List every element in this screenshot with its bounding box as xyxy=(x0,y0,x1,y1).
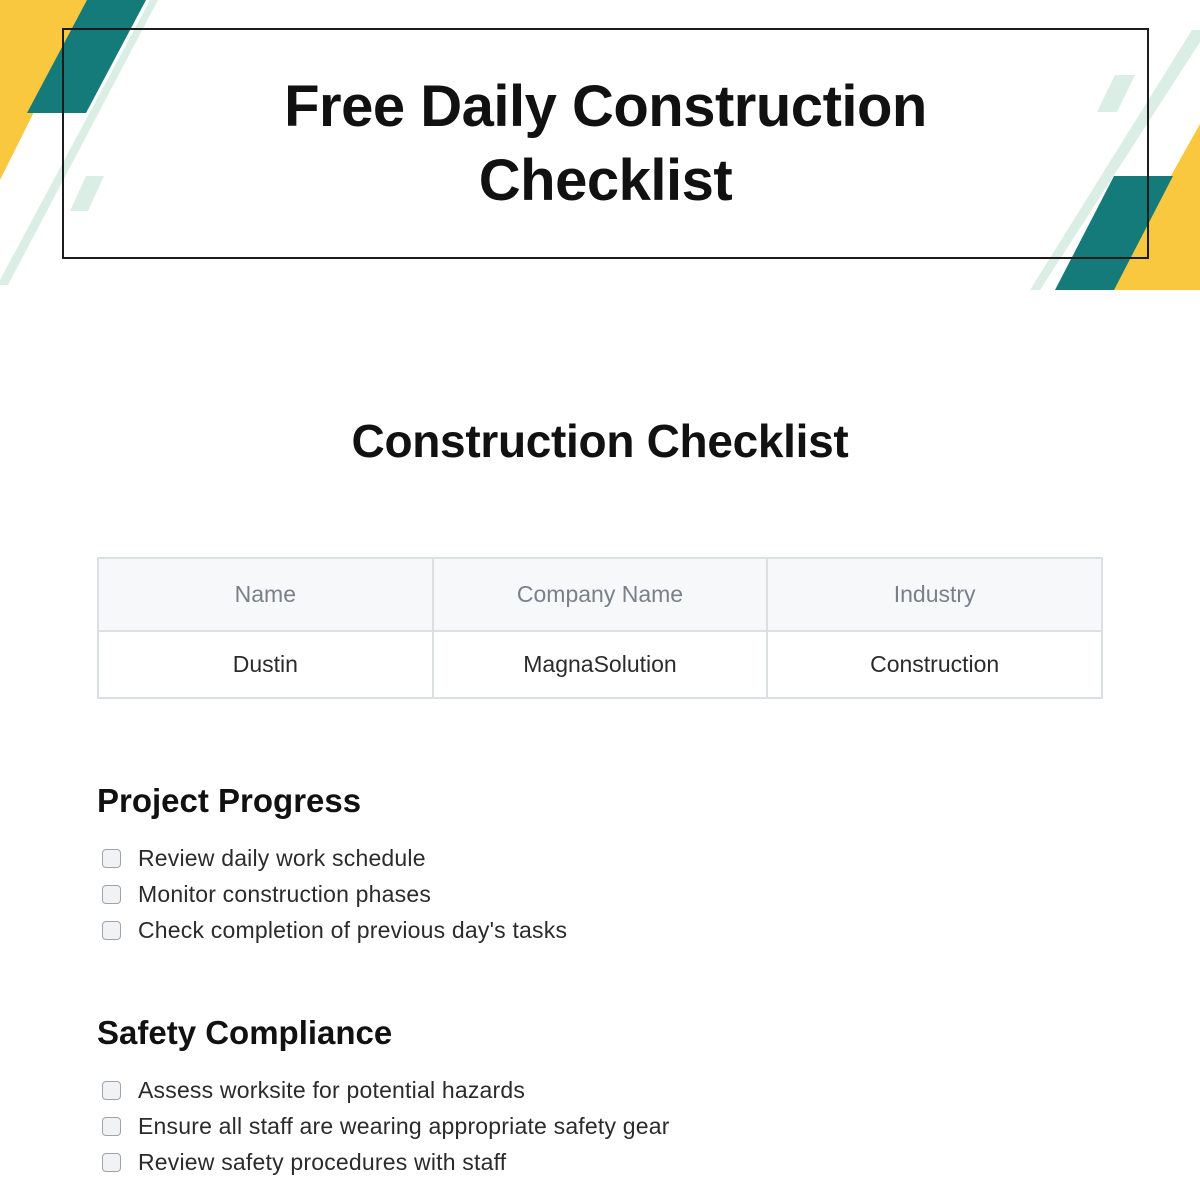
checkbox[interactable] xyxy=(102,1081,121,1100)
checklist xyxy=(97,840,1097,948)
checkbox[interactable] xyxy=(102,921,121,940)
checklist-item[interactable] xyxy=(97,1108,1097,1144)
checkbox[interactable] xyxy=(102,1117,121,1136)
checklist-item[interactable] xyxy=(97,876,1097,912)
section-safety-compliance xyxy=(97,1014,1097,1180)
section-project-progress xyxy=(97,782,1097,948)
checklist-item-label: Review daily work schedule xyxy=(138,844,426,871)
info-value-name: Dustin xyxy=(98,631,433,698)
info-header-name: Name xyxy=(98,558,433,631)
info-value-industry: Construction xyxy=(767,631,1102,698)
checklist-title: Construction Checklist xyxy=(351,415,849,467)
checklist xyxy=(97,1072,1097,1180)
checkbox[interactable] xyxy=(102,885,121,904)
section-title: Project Progress xyxy=(97,782,362,819)
checklist-item-label: Check completion of previous day's tasks xyxy=(138,916,568,943)
checkbox[interactable] xyxy=(102,1153,121,1172)
checklist-item-label: Ensure all staff are wearing appropriate safety gear xyxy=(138,1112,670,1139)
title-banner xyxy=(62,28,1149,259)
checklist-item[interactable] xyxy=(97,912,1097,948)
info-table-row xyxy=(98,631,1102,698)
info-value-company: MagnaSolution xyxy=(433,631,768,698)
info-table-header-row xyxy=(98,558,1102,631)
checkbox[interactable] xyxy=(102,849,121,868)
checklist-item[interactable] xyxy=(97,1144,1097,1180)
checklist-item[interactable] xyxy=(97,840,1097,876)
checklist-item-label: Assess worksite for potential hazards xyxy=(138,1076,526,1103)
page-title: Free Daily Construction Checklist xyxy=(284,73,927,213)
section-title: Safety Compliance xyxy=(97,1014,393,1051)
checklist-item-label: Monitor construction phases xyxy=(138,880,432,907)
info-header-company: Company Name xyxy=(433,558,768,631)
info-header-industry: Industry xyxy=(767,558,1102,631)
checklist-item-label: Review safety procedures with staff xyxy=(138,1148,507,1175)
checklist-item[interactable] xyxy=(97,1072,1097,1108)
info-table xyxy=(97,557,1103,699)
